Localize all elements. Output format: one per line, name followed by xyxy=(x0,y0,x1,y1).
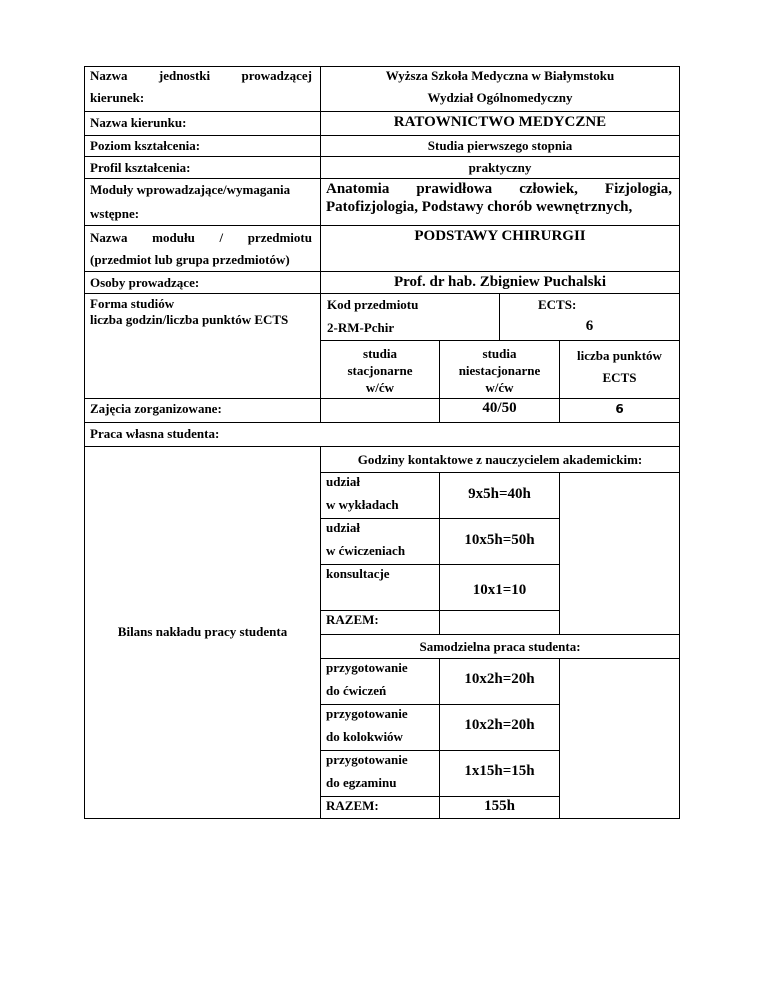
col-stationary-header xyxy=(321,345,439,396)
line xyxy=(679,66,680,819)
organized-label: Zajęcia zorganizowane: xyxy=(90,401,222,416)
form-label-line1: Forma studiów xyxy=(90,296,175,311)
self-total-value: 155h xyxy=(484,798,515,814)
header-line: w/ćw xyxy=(485,380,514,395)
line xyxy=(84,271,680,272)
self-row-colloquium-line1: przygotowanie xyxy=(326,706,408,721)
contact-row-consult-line1: konsultacje xyxy=(326,566,390,581)
self-row-exercise-value: 10x2h=20h xyxy=(464,671,535,687)
level-value: Studia pierwszego stopnia xyxy=(427,138,573,153)
organized-points: 6 xyxy=(615,402,624,416)
profile-value: praktyczny xyxy=(468,160,532,175)
module-name-value: PODSTAWY CHIRURGII xyxy=(414,228,586,244)
contact-total-label: RAZEM: xyxy=(326,612,379,627)
contact-row-exercise-line2: w ćwiczeniach xyxy=(326,543,406,558)
contact-row-lecture-line2: w wykładach xyxy=(326,497,399,512)
self-row-exam-line1: przygotowanie xyxy=(326,752,408,767)
organized-hours: 40/50 xyxy=(482,400,517,416)
form-label-line2: liczba godzin/liczba punktów ECTS xyxy=(90,312,289,327)
header-line: w/ćw xyxy=(365,380,395,395)
teachers-value: Prof. dr hab. Zbigniew Puchalski xyxy=(394,274,606,290)
self-header: Samodzielna praca studenta: xyxy=(419,639,581,654)
module-name-label-line2: (przedmiot lub grupa przedmiotów) xyxy=(90,252,290,267)
header-line: niestacjonarne xyxy=(458,363,541,378)
self-row-exam-line2: do egzaminu xyxy=(326,775,397,790)
word: Fizjologia, xyxy=(604,181,672,197)
unit-value-line1: Wyższa Szkoła Medyczna w Białymstoku xyxy=(385,68,615,83)
line xyxy=(320,564,560,565)
line xyxy=(84,66,85,819)
word: prawidłowa xyxy=(416,181,493,197)
line xyxy=(84,398,680,399)
self-row-exam-value: 1x15h=15h xyxy=(464,763,535,779)
modules-value-line2: Patofizjologia, Podstawy chorób wewnętrznych, xyxy=(326,199,633,215)
self-row-exercise-line2: do ćwiczeń xyxy=(326,683,387,698)
code-value: 2-RM-Pchir xyxy=(327,320,395,335)
line xyxy=(320,750,560,751)
contact-row-consult-value: 10x1=10 xyxy=(472,582,527,598)
balance-label: Bilans nakładu pracy studenta xyxy=(117,624,288,639)
line xyxy=(84,178,680,179)
self-row-exercise-line1: przygotowanie xyxy=(326,660,408,675)
line xyxy=(320,518,560,519)
header-line: ECTS xyxy=(602,370,637,385)
line xyxy=(84,111,680,112)
line xyxy=(559,472,560,635)
level-label: Poziom kształcenia: xyxy=(90,138,201,153)
modules-label-line2: wstępne: xyxy=(90,206,140,221)
contact-header: Godziny kontaktowe z nauczycielem akademickim: xyxy=(357,452,643,467)
unit-label-line2: kierunek: xyxy=(90,90,145,105)
line xyxy=(320,472,680,473)
modules-value-line1 xyxy=(326,181,672,197)
self-row-colloquium-value: 10x2h=20h xyxy=(464,717,535,733)
line xyxy=(320,446,321,819)
contact-row-lecture-line1: udział xyxy=(326,474,360,489)
module-name-label-line1 xyxy=(90,230,312,246)
modules-label-line1: Moduły wprowadzające/wymagania xyxy=(90,182,291,197)
col-points-header xyxy=(560,345,679,389)
ects-value: 6 xyxy=(585,318,594,334)
line xyxy=(84,135,680,136)
word: przedmiotu xyxy=(247,230,312,245)
line xyxy=(84,422,680,423)
ects-label: ECTS: xyxy=(538,297,577,312)
word: człowiek, xyxy=(519,181,578,197)
word: Anatomia xyxy=(326,181,390,197)
header-line: stacjonarne xyxy=(347,363,413,378)
teachers-label: Osoby prowadzące: xyxy=(90,275,200,290)
header-line: liczba punktów xyxy=(577,348,662,363)
unit-value-line2: Wydział Ogólnomedyczny xyxy=(427,90,573,105)
line xyxy=(320,634,680,635)
self-row-colloquium-line2: do kolokwiów xyxy=(326,729,403,744)
profile-label: Profil kształcenia: xyxy=(90,160,191,175)
header-line: studia xyxy=(363,346,397,361)
line xyxy=(84,446,680,447)
line xyxy=(320,704,560,705)
contact-row-exercise-value: 10x5h=50h xyxy=(464,532,535,548)
own-work-label: Praca własna studenta: xyxy=(90,426,220,441)
word: prowadzącej xyxy=(241,68,312,83)
contact-row-exercise-line1: udział xyxy=(326,520,360,535)
code-label: Kod przedmiotu xyxy=(327,297,419,312)
contact-row-lecture-value: 9x5h=40h xyxy=(468,486,531,502)
col-nonstationary-header xyxy=(440,345,559,396)
field-label: Nazwa kierunku: xyxy=(90,115,187,130)
line xyxy=(559,658,560,819)
field-value: RATOWNICTWO MEDYCZNE xyxy=(393,114,607,130)
unit-label-line1 xyxy=(90,68,312,84)
line xyxy=(320,610,560,611)
line xyxy=(320,796,560,797)
header-line: studia xyxy=(482,346,517,361)
line xyxy=(320,658,680,659)
line xyxy=(84,66,680,67)
line xyxy=(84,818,680,819)
line xyxy=(84,225,680,226)
line xyxy=(84,293,680,294)
word: Nazwa xyxy=(90,230,128,245)
self-total-label: RAZEM: xyxy=(326,798,379,813)
line xyxy=(84,156,680,157)
line xyxy=(320,340,680,341)
word: Nazwa xyxy=(90,68,128,83)
word: jednostki xyxy=(158,68,211,83)
word: modułu xyxy=(152,230,195,245)
word: / xyxy=(219,230,224,245)
